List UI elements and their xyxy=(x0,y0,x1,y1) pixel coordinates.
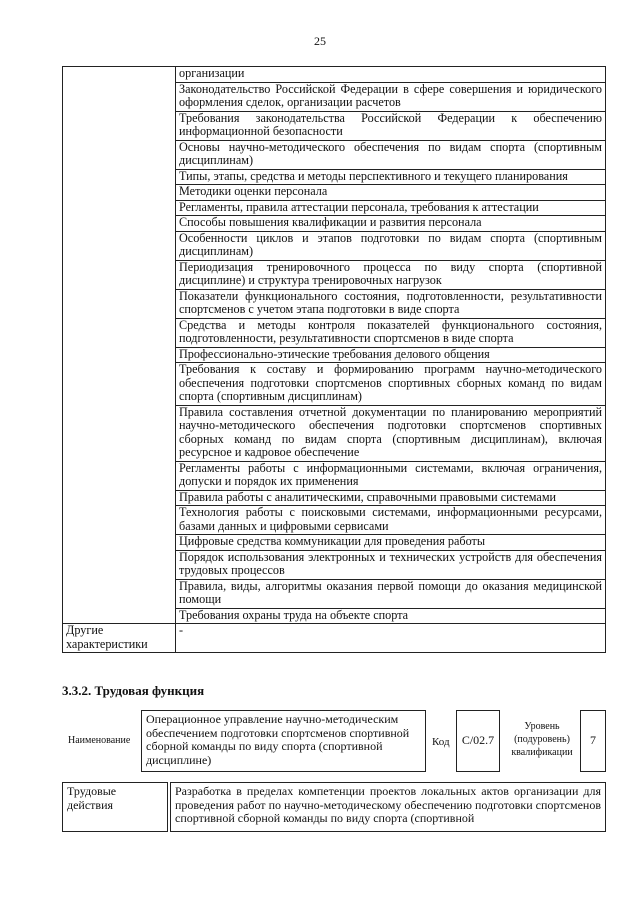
knowledge-item: Типы, этапы, средства и методы перспективного и текущего планирования xyxy=(176,169,606,185)
knowledge-item: Правила составления отчетной документации по планированию мероприятий научно-методического обеспечения подготовки спортсменов спортивных сборных команд по видам спорта (спортивным дисциплинам), включая ресурсное и кадровое обеспечение xyxy=(176,405,606,461)
section-heading: 3.3.2. Трудовая функция xyxy=(62,683,205,698)
knowledge-item: Основы научно-методического обеспечения по видам спорта (спортивным дисциплинам) xyxy=(176,140,606,169)
knowledge-item: Особенности циклов и этапов подготовки по видам спорта (спортивным дисциплинам) xyxy=(176,231,606,260)
knowledge-item: Регламенты работы с информационными системами, включая ограничения, допуски и порядок их применения xyxy=(176,461,606,490)
knowledge-item: Технология работы с поисковыми системами, информационными ресурсами, базами данных и цифровыми сервисами xyxy=(176,506,606,535)
function-code: С/02.7 xyxy=(456,710,500,772)
other-label: Другие характеристики xyxy=(63,624,176,653)
knowledge-item: Средства и методы контроля показателей функционального состояния, подготовленности, результативности спортсменов в виде спорта xyxy=(176,318,606,347)
knowledge-item: Порядок использования электронных и технических устройств для обеспечения трудовых процессов xyxy=(176,550,606,579)
actions-text: Разработка в пределах компетенции проектов локальных актов организации для проведения работ по научно-методическому обеспечению подготовки спортсменов спортивной сборной команды по виду спорта (спортивной xyxy=(170,782,606,832)
knowledge-table xyxy=(62,66,606,653)
knowledge-item: Профессионально-этические требования делового общения xyxy=(176,347,606,363)
code-label: Код xyxy=(432,736,450,748)
knowledge-label-cell xyxy=(63,67,176,624)
knowledge-item: Требования к составу и формированию программ научно-методического обеспечения подготовки спортсменов спортивных сборных команд по видам спорта (спортивным дисциплинам) xyxy=(176,363,606,406)
table-row xyxy=(63,67,606,83)
knowledge-item: Требования законодательства Российской Федерации к обеспечению информационной безопасности xyxy=(176,111,606,140)
knowledge-item: Периодизация тренировочного процесса по виду спорта (спортивной дисциплине) и структура тренировочных нагрузок xyxy=(176,260,606,289)
actions-label: Трудовые действия xyxy=(62,782,168,832)
knowledge-item: организации xyxy=(176,67,606,83)
level-label: Уровень (подуровень) квалификации xyxy=(511,721,573,758)
knowledge-item: Методики оценки персонала xyxy=(176,185,606,201)
knowledge-item: Требования охраны труда на объекте спорта xyxy=(176,608,606,624)
knowledge-item: Способы повышения квалификации и развития персонала xyxy=(176,216,606,232)
table-row xyxy=(63,624,606,653)
name-label: Наименование xyxy=(68,735,131,746)
page-number: 25 xyxy=(314,34,326,48)
knowledge-item: Регламенты, правила аттестации персонала, требования к аттестации xyxy=(176,200,606,216)
knowledge-item: Показатели функционального состояния, подготовленности, результативности спортсменов с учетом этапа подготовки в виде спорта xyxy=(176,289,606,318)
knowledge-item: Законодательство Российской Федерации в сфере совершения и юридического оформления сделок, организации расчетов xyxy=(176,82,606,111)
knowledge-item: Правила работы с аналитическими, справочными правовыми системами xyxy=(176,490,606,506)
function-name: Операционное управление научно-методическим обеспечением подготовки спортсменов спортивной сборной команды по виду спорта (спортивной дисциплине) xyxy=(141,710,426,772)
other-value: - xyxy=(176,624,606,653)
knowledge-item: Правила, виды, алгоритмы оказания первой помощи до оказания медицинской помощи xyxy=(176,579,606,608)
qualification-level: 7 xyxy=(580,710,606,772)
knowledge-item: Цифровые средства коммуникации для проведения работы xyxy=(176,535,606,551)
